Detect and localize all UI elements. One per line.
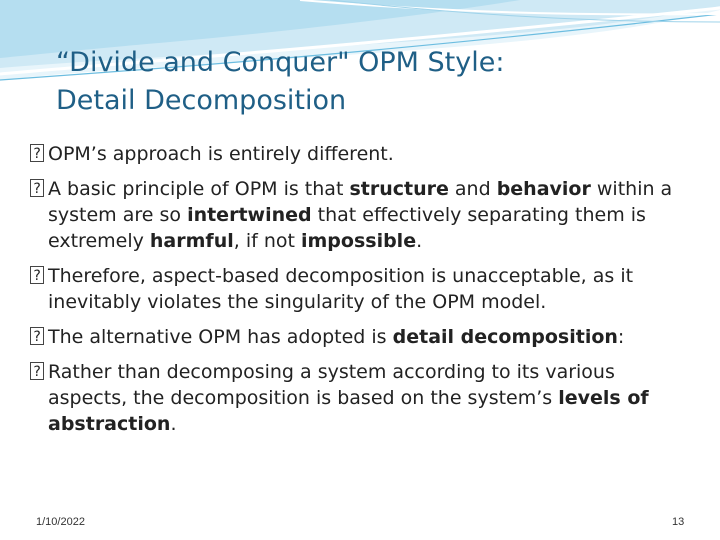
text-run: OPM’s approach is entirely different. bbox=[48, 143, 394, 165]
bullet-item bbox=[30, 359, 690, 437]
bold-text: impossible bbox=[300, 230, 417, 252]
page-number: 13 bbox=[672, 516, 685, 528]
bullet-item bbox=[30, 176, 690, 254]
bold-text: behavior bbox=[496, 178, 591, 200]
bullet-glyph-icon: ? bbox=[30, 266, 44, 284]
text-run: : bbox=[617, 326, 625, 348]
bold-text: detail decomposition bbox=[392, 326, 618, 348]
bold-text: intertwined bbox=[187, 204, 312, 226]
text-run: . bbox=[416, 230, 423, 252]
footer-date: 1/10/2022 bbox=[36, 516, 85, 528]
text-run: A basic principle of OPM is that bbox=[48, 178, 350, 200]
bullet-item bbox=[30, 263, 690, 315]
text-run: Rather than decomposing a system according to its various aspects, the decomposition is based on the system’s bbox=[48, 361, 615, 409]
text-run: . bbox=[170, 413, 177, 435]
bold-text: harmful bbox=[149, 230, 234, 252]
text-run: and bbox=[448, 178, 497, 200]
text-run: that effectively separating them is extremely bbox=[48, 204, 646, 252]
bullet-list bbox=[30, 141, 690, 446]
bullet-glyph-icon: ? bbox=[30, 327, 44, 345]
text-run: Therefore, aspect-based decomposition is unacceptable, as it inevitably violates the singularity of the OPM model. bbox=[48, 265, 634, 313]
bold-text: structure bbox=[349, 178, 449, 200]
title-line-2: Detail Decomposition bbox=[56, 85, 347, 116]
text-run: The alternative OPM has adopted is bbox=[48, 326, 393, 348]
bullet-glyph-icon: ? bbox=[30, 144, 44, 162]
text-run: , if not bbox=[233, 230, 301, 252]
bold-text: levels of abstraction bbox=[48, 387, 649, 435]
bullet-glyph-icon: ? bbox=[30, 362, 44, 380]
slide-title bbox=[56, 44, 676, 120]
bullet-item bbox=[30, 141, 690, 167]
bullet-glyph-icon: ? bbox=[30, 179, 44, 197]
title-line-1: “Divide and Conquer" OPM Style: bbox=[56, 47, 505, 78]
bullet-item bbox=[30, 324, 690, 350]
text-run: within a system are so bbox=[48, 178, 673, 226]
